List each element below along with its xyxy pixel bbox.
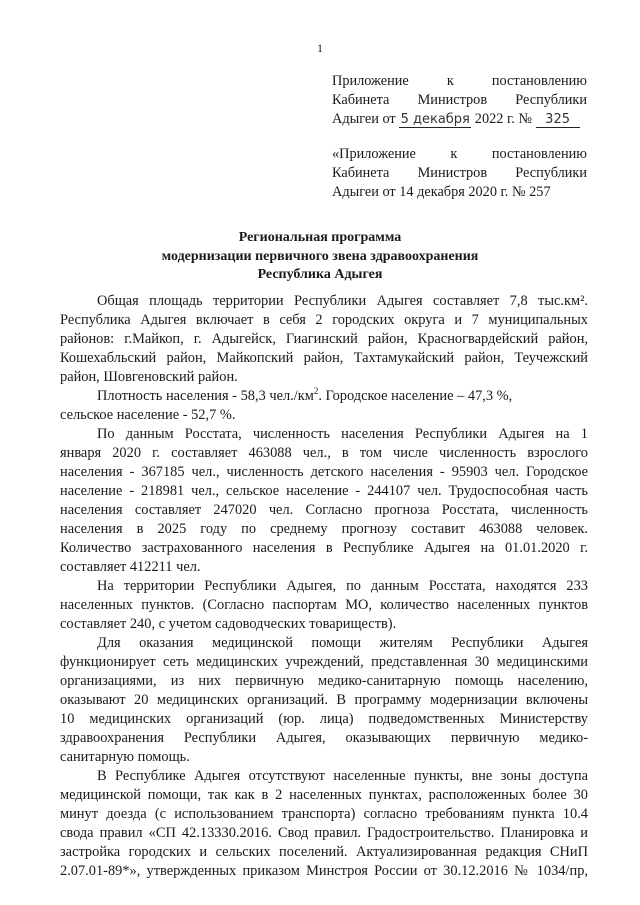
para1-line: Кошехабльский район, Майкопский район, Тахтамукайский район, Теучежский: [60, 350, 588, 366]
para6-line: В Республике Адыгея отсутствуют населенные пункты, вне зоны доступа: [97, 768, 588, 784]
para6-line: свода правил «СП 42.13330.2016. Свод правил. Градостроительство. Планировка и: [60, 825, 588, 841]
document-body: [60, 292, 588, 881]
document-title: [0, 229, 640, 285]
appendix-new-line-3-prefix: Адыгеи от: [332, 111, 400, 127]
para1-line: Республика Адыгея включает в себя 2 городских округа и 7 муниципальных: [60, 312, 588, 328]
density-text-b: . Городское население – 47,3 %,: [318, 388, 513, 404]
handwritten-date: 5 декабря: [400, 112, 470, 127]
page-number: 1: [317, 41, 323, 55]
para6-line: медицинской помощи, так как в 2 населенных пунктах, расположенных более 30: [60, 787, 588, 803]
para3-line: населения - 367185 чел., численность детского населения - 95903 чел. Городское: [60, 464, 588, 480]
appendix-header-old: [332, 145, 587, 202]
para5-line: 10 медицинских организаций (юр. лица) подведомственных Министерству: [60, 711, 588, 727]
title-line-2: модернизации первичного звена здравоохранения: [161, 248, 479, 264]
para6-line: застройка городских и сельских поселений. Актуализированная редакция СНиП: [60, 844, 588, 860]
para4-line: населенных пунктов. (Согласно паспортам МО, количество населенных пунктов: [60, 597, 588, 613]
appendix-new-line-1: Приложение к постановлению: [332, 73, 587, 89]
title-line-3: Республика Адыгея: [257, 267, 383, 282]
appendix-new-line-2: Кабинета Министров Республики: [332, 92, 587, 108]
para5-line: оказывают 20 медицинских организаций. В программу модернизации включены: [60, 692, 588, 708]
para1-line: Общая площадь территории Республики Адыгея составляет 7,8 тыс.км².: [97, 293, 588, 309]
para5-line: Для оказания медицинской помощи жителям Республики Адыгея: [97, 635, 588, 651]
handwritten-number: 325: [536, 112, 580, 128]
title-line-1: Региональная программа: [238, 230, 402, 245]
para4-line: На территории Республики Адыгея, по данным Росстата, находятся 233: [97, 578, 588, 594]
para3-line: население - 218981 чел., сельское население - 244107 чел. Трудоспособная часть: [60, 483, 588, 499]
para5-line: санитарную помощь.: [60, 749, 190, 765]
para5-line: здравоохранения Республики Адыгея, оказывающих первичную медико-: [60, 730, 588, 746]
para1-line: районов: г.Майкоп, г. Адыгейск, Гиагинский район, Красногвардейский район,: [60, 331, 588, 347]
para4-line: составляет 240, с учетом садоводческих товариществ).: [60, 616, 397, 632]
para3-line: По данным Росстата, численность населения Республики Адыгея на 1: [97, 426, 588, 442]
para2-line: сельское население - 52,7 %.: [60, 407, 236, 423]
appendix-new-line-3-mid: 2022 г. №: [471, 111, 536, 127]
para6-line: минут доезда (с использованием транспорта) согласно требованиям пункта 10.4: [60, 806, 588, 822]
appendix-old-line-2: Кабинета Министров Республики: [332, 165, 587, 181]
appendix-old-line-3: Адыгеи от 14 декабря 2020 г. № 257: [332, 184, 551, 200]
para3-line: составляет 412211 чел.: [60, 559, 201, 575]
appendix-old-line-1: «Приложение к постановлению: [332, 146, 587, 162]
para6-line: 2.07.01-89*», утвержденных приказом Минстроя России от 30.12.2016 № 1034/пр,: [60, 863, 588, 879]
para5-line: организациями, из них первичную медико-санитарную помощь населению,: [60, 673, 588, 689]
appendix-header-new: [332, 72, 587, 129]
density-superscript: 2: [313, 386, 319, 396]
para3-line: января 2020 г. составляет 463088 чел., в том числе численность взрослого: [60, 445, 588, 461]
para3-line: населения составляет 247020 чел. Согласно прогноза Росстата, численность: [60, 502, 588, 518]
para5-line: функционирует сеть медицинских учреждений, представленная 30 медицинскими: [60, 654, 588, 670]
para3-line: населения в 2025 году по среднему прогнозу составит 463088 человек.: [60, 521, 588, 537]
appendix-new-line-3: [332, 110, 587, 129]
para1-line: район, Шовгеновский район.: [60, 369, 238, 385]
para2-line: [60, 387, 588, 406]
para3-line: Количество застрахованного населения в Республике Адыгея на 01.01.2020 г.: [60, 540, 588, 556]
density-text-a: Плотность населения - 58,3 чел./км: [97, 388, 314, 404]
